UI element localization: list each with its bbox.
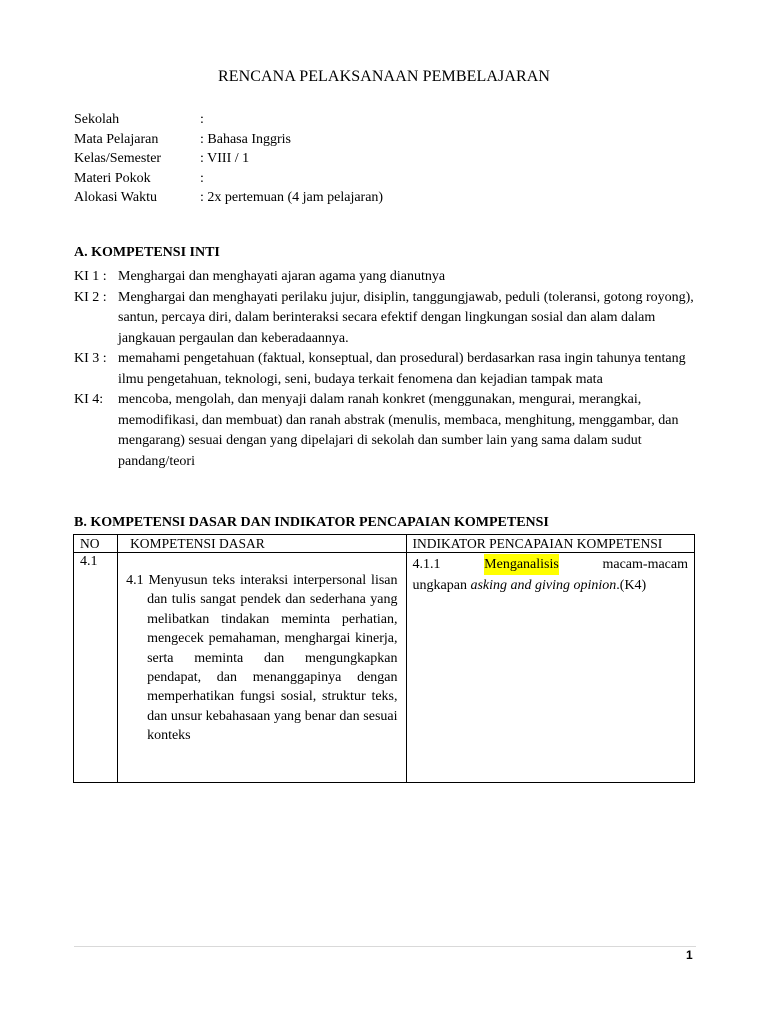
table-row	[74, 553, 695, 783]
basic-competency-cell	[118, 553, 406, 783]
row-number: 4.1	[74, 553, 118, 783]
meta-value: : VIII / 1	[200, 151, 250, 166]
meta-label: Alokasi Waktu	[74, 190, 157, 205]
table-header-row	[74, 535, 695, 553]
indicator-suffix: .(K4)	[616, 578, 647, 593]
ki-code: KI 2 :	[74, 289, 107, 305]
header-indicator: INDIKATOR PENCAPAIAN KOMPETENSI	[406, 535, 694, 553]
meta-value: : Bahasa Inggris	[200, 131, 291, 147]
section-a-heading: A. KOMPETENSI INTI	[74, 245, 220, 260]
ki-item	[74, 390, 704, 472]
ki-text: Menghargai dan menghayati ajaran agama yang dianutnya	[118, 269, 446, 284]
section-b-heading: B. KOMPETENSI DASAR DAN INDIKATOR PENCAPAIAN KOMPETENSI	[74, 515, 549, 530]
core-competency-list	[74, 267, 704, 472]
meta-row-class	[74, 149, 383, 169]
ki-code: KI 3 :	[74, 351, 107, 366]
competency-table	[73, 534, 695, 783]
meta-value: : 2x pertemuan (4 jam pelajaran)	[200, 190, 384, 205]
meta-value: :	[200, 112, 204, 127]
identity-block	[74, 110, 383, 208]
highlighted-verb: Menganalisis	[484, 554, 559, 575]
header-basic-competency: KOMPETENSI DASAR	[118, 535, 406, 553]
header-no: NO	[74, 535, 118, 553]
meta-row-topic	[74, 169, 383, 189]
ki-item	[74, 349, 704, 390]
meta-label: Sekolah	[74, 112, 120, 127]
meta-value: :	[200, 170, 204, 186]
ki-text: Menghargai dan menghayati perilaku jujur, disiplin, tanggungjawab, peduli (toleransi, gotong royong), santun, percaya diri, dalam berinteraksi secara efektif dengan lingkungan sosial dan alam dalam jangkauan pergaulan dan keberadaannya.	[118, 289, 694, 346]
ki-code: KI 1 :	[74, 269, 107, 284]
footer-rule	[74, 946, 696, 947]
indicator-text	[413, 554, 688, 596]
indicator-italic-phrase: asking and giving opinion	[470, 578, 617, 593]
ki-item	[74, 288, 704, 350]
ki-text: mencoba, mengolah, dan menyaji dalam ranah konkret (menggunakan, mengurai, merangkai, memodifikasi, dan membuat) dan ranah abstrak (menulis, membaca, menghitung, menggambar, dan mengarang) sesuai dengan yang dipelajari di sekolah dan sumber lain yang sama dalam sudut pandang/teori	[118, 392, 679, 469]
ki-code: KI 4:	[74, 392, 104, 407]
page-number: 1	[686, 948, 693, 962]
meta-row-time	[74, 188, 383, 208]
meta-label: Kelas/Semester	[74, 151, 162, 166]
meta-label: Materi Pokok	[74, 170, 151, 186]
ki-text: memahami pengetahuan (faktual, konseptual, dan prosedural) berdasarkan rasa ingin tahunya tentang ilmu pengetahuan, teknologi, seni, budaya terkait fenomena dan kejadian tampak mata	[118, 351, 686, 387]
document-title: RENCANA PELAKSANAAN PEMBELAJARAN	[217, 68, 551, 85]
basic-competency-text: 4.1 Menyusun teks interaksi interpersonal lisan dan tulis sangat pendek dan sederhana yang melibatkan tindakan meminta perhatian, mengecek pemahaman, menghargai kinerja, serta meminta dan mengungkapkan pendapat, dan menanggapinya dengan memperhatikan fungsi sosial, struktur teks, dan unsur kebahasaan yang benar dan sesuai konteks	[126, 573, 398, 744]
meta-row-school	[74, 110, 383, 130]
indicator-object: macam-macam	[602, 557, 688, 572]
indicator-prefix: ungkapan	[412, 578, 471, 593]
indicator-line	[413, 554, 688, 575]
ki-item	[74, 267, 704, 288]
meta-row-subject	[74, 130, 383, 150]
indicator-number: 4.1.1	[412, 557, 441, 572]
indicator-line	[413, 575, 688, 596]
indicator-cell	[406, 553, 694, 783]
meta-label: Mata Pelajaran	[74, 131, 159, 147]
